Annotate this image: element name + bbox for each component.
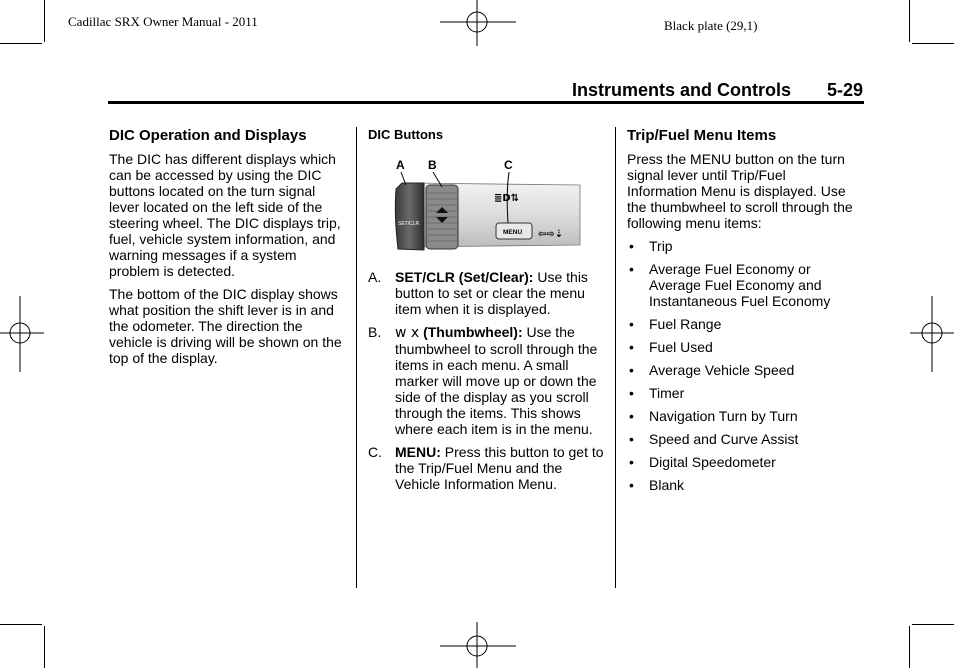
bullet-dot: • [629, 477, 634, 493]
bullet-dot: • [629, 385, 634, 401]
callout-a: A [396, 158, 405, 172]
page-number: 5-29 [827, 80, 864, 100]
bullet-dot: • [629, 261, 634, 277]
crop-mark-bl-v [44, 626, 45, 668]
bullet-dot: • [629, 316, 634, 332]
bullet-dot: • [629, 362, 634, 378]
registration-mark-left-icon [0, 296, 44, 372]
column-divider-1 [356, 127, 357, 588]
list-item-text: Fuel Used [649, 339, 713, 355]
item-text: Use the thumbwheel to scroll through the items in each menu. A small marker will move up or down the side of the display as you scroll through the items. This shows where each item is in the menu. [395, 324, 598, 437]
dic-button-item-b [368, 324, 604, 437]
trip-fuel-heading: Trip/Fuel Menu Items [627, 127, 777, 144]
knob-label: SET/CLR [398, 221, 420, 227]
list-item [627, 431, 853, 447]
item-marker: C. [368, 444, 382, 460]
list-item [627, 477, 853, 493]
dic-button-item-c [368, 444, 604, 492]
thumbwheel-symbols: w x [395, 325, 420, 341]
col1-paragraph-2: The bottom of the DIC display shows what position the shift lever is in and the odometer. The direction the vehicle is driving will be shown on the top of the display. [109, 286, 342, 366]
crop-mark-bl-h [0, 624, 42, 625]
crop-mark-tr-v [909, 0, 910, 42]
crop-mark-tl-h [0, 43, 42, 44]
list-item [627, 339, 853, 355]
list-item-text: Blank [649, 477, 685, 493]
callout-c: C [504, 158, 513, 172]
item-text: Use this button to set or clear the menu item when it is displayed. [395, 269, 588, 317]
menu-button-label: MENU [503, 229, 523, 236]
bullet-dot: • [629, 238, 634, 254]
svg-text:⇦⇨⇣: ⇦⇨⇣ [538, 229, 564, 240]
registration-mark-top-icon [440, 0, 516, 46]
header-rule [108, 101, 864, 104]
dic-buttons-figure [390, 153, 602, 253]
column-1 [109, 127, 345, 373]
list-item [627, 362, 853, 378]
item-marker: B. [368, 324, 382, 340]
crop-mark-br-v [909, 626, 910, 668]
list-item [627, 238, 853, 254]
item-marker: A. [368, 269, 382, 285]
item-term: (Thumbwheel): [419, 324, 523, 340]
svg-text:≣D⇅: ≣D⇅ [494, 193, 520, 204]
registration-mark-bottom-icon [440, 622, 516, 668]
bullet-dot: • [629, 339, 634, 355]
trip-fuel-intro: Press the MENU button on the turn signal lever until Trip/Fuel Information Menu is displayed. Use the thumbwheel to scroll through the following menu items: [627, 151, 853, 231]
list-item [627, 454, 853, 470]
bullet-dot: • [629, 454, 634, 470]
column-divider-2 [615, 127, 616, 588]
list-item-text: Average Fuel Economy or Average Fuel Economy and Instantaneous Fuel Economy [649, 261, 831, 309]
item-term: MENU: [395, 444, 441, 460]
manual-title: Cadillac SRX Owner Manual - 2011 [68, 14, 258, 29]
list-item [627, 316, 853, 332]
registration-mark-right-icon [910, 296, 954, 372]
bullet-dot: • [629, 431, 634, 447]
item-text: Press this button to get to the Trip/Fuel Menu and the Vehicle Information Menu. [395, 444, 604, 492]
item-term: SET/CLR (Set/Clear): [395, 269, 534, 285]
list-item-text: Timer [649, 385, 685, 401]
set-clr-knob [395, 183, 424, 250]
list-item-text: Fuel Range [649, 316, 722, 332]
list-item-text: Navigation Turn by Turn [649, 408, 798, 424]
crop-mark-br-h [912, 624, 954, 625]
plate-label: Black plate (29,1) [664, 18, 758, 33]
crop-mark-tl-v [44, 0, 45, 42]
list-item-text: Average Vehicle Speed [649, 362, 795, 378]
crop-mark-tr-h [912, 43, 954, 44]
list-item [627, 261, 853, 309]
trip-fuel-menu-list [627, 238, 853, 493]
dic-button-item-a [368, 269, 604, 317]
col1-paragraph-1: The DIC has different displays which can be accessed by using the DIC buttons located on the turn signal lever located on the left side of the steering wheel. The DIC displays trip, fuel, vehicle system information, and warning messages if a system problem is detected. [109, 151, 341, 279]
list-item [627, 408, 853, 424]
column-3 [627, 127, 853, 500]
bullet-dot: • [629, 408, 634, 424]
callout-b: B [428, 158, 437, 172]
list-item-text: Speed and Curve Assist [649, 431, 799, 447]
column-2 [368, 127, 604, 499]
dic-buttons-subheading: DIC Buttons [368, 127, 444, 142]
dic-operation-heading: DIC Operation and Displays [109, 127, 307, 144]
section-title: Instruments and Controls [572, 80, 792, 100]
list-item-text: Digital Speedometer [649, 454, 776, 470]
list-item-text: Trip [649, 238, 673, 254]
list-item [627, 385, 853, 401]
